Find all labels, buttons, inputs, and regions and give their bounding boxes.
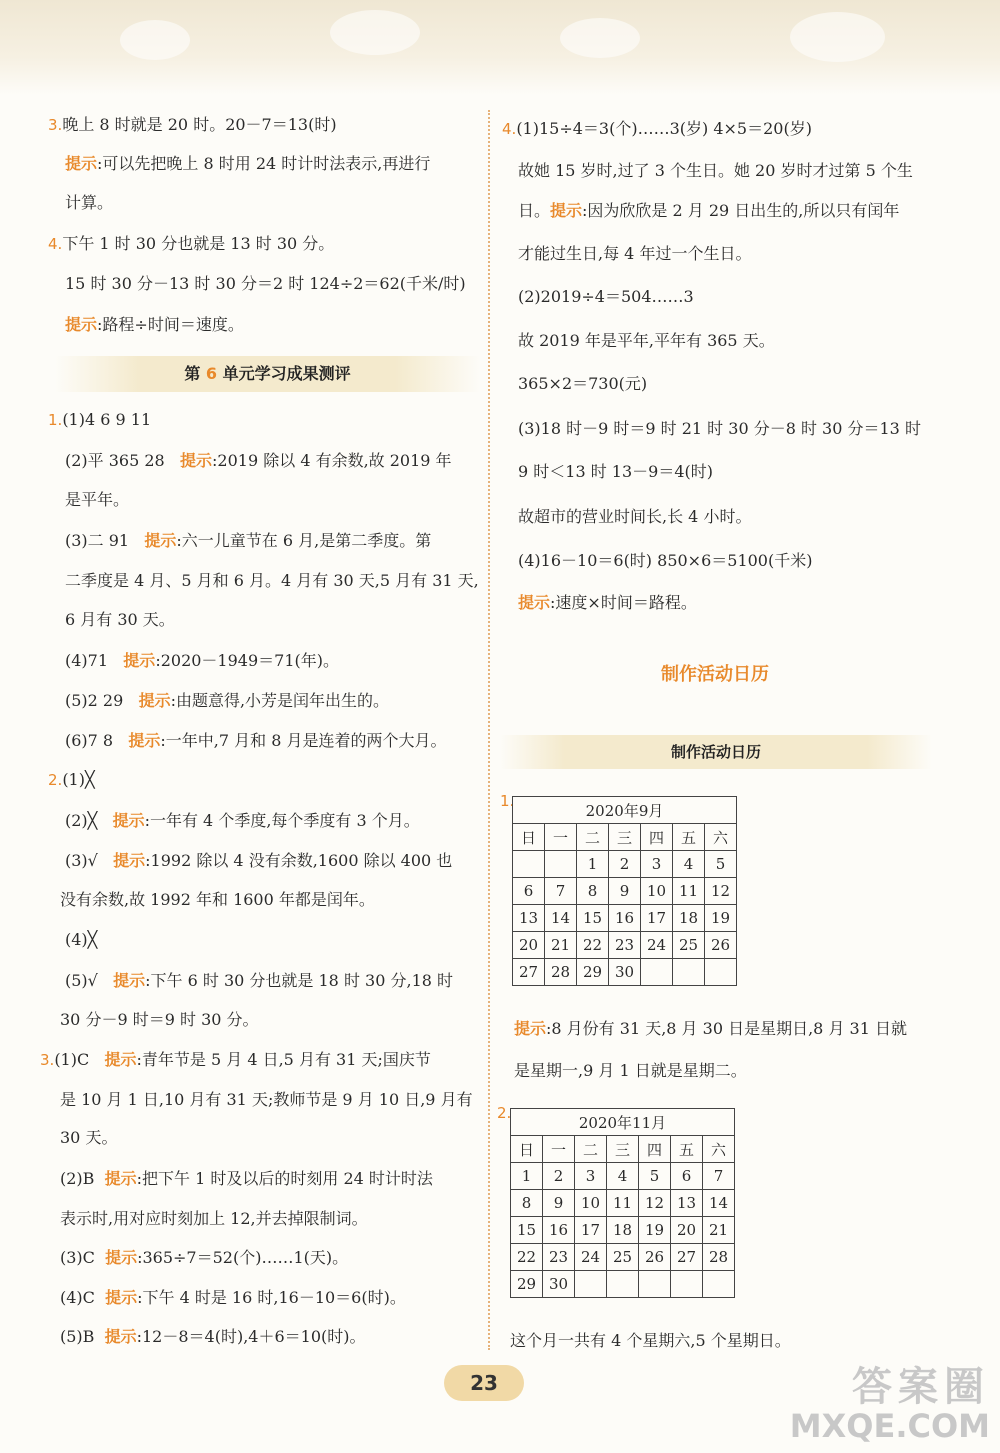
day-cell: 23 bbox=[543, 1244, 575, 1271]
weekday-cell: 二 bbox=[577, 824, 609, 851]
day-cell: 5 bbox=[639, 1163, 671, 1190]
answer-4-line10: 故超市的营业时间长,长 4 小时。 bbox=[518, 507, 752, 526]
day-cell bbox=[671, 1271, 703, 1298]
activity-section-bar: 制作活动日历 bbox=[500, 735, 932, 769]
test-1-1: 1.(1)4 6 9 11 bbox=[48, 410, 152, 429]
weekday-cell: 四 bbox=[641, 824, 673, 851]
day-cell: 12 bbox=[639, 1190, 671, 1217]
day-cell: 17 bbox=[575, 1217, 607, 1244]
day-cell: 9 bbox=[543, 1190, 575, 1217]
calendar-2-note: 这个月一共有 4 个星期六,5 个星期日。 bbox=[510, 1331, 791, 1350]
weekday-cell: 六 bbox=[705, 824, 737, 851]
test-1-3: (3)二 91 提示:六一儿童节在 6 月,是第二季度。第 bbox=[65, 531, 432, 550]
test-3-1-cont2: 30 天。 bbox=[60, 1128, 118, 1147]
day-cell bbox=[545, 851, 577, 878]
calendar-1-number: 1. bbox=[500, 792, 515, 810]
day-cell: 26 bbox=[639, 1244, 671, 1271]
weekday-cell: 三 bbox=[609, 824, 641, 851]
answer-4-hint: 提示:速度×时间＝路程。 bbox=[518, 593, 697, 612]
answer-4: 4.下午 1 时 30 分也就是 13 时 30 分。 bbox=[48, 234, 335, 253]
day-cell: 24 bbox=[641, 932, 673, 959]
day-cell: 20 bbox=[513, 932, 545, 959]
day-cell: 8 bbox=[577, 878, 609, 905]
day-cell: 12 bbox=[705, 878, 737, 905]
answer-4-calc: 15 时 30 分－13 时 30 分＝2 时 124÷2＝62(千米/时) bbox=[65, 274, 466, 293]
day-cell: 14 bbox=[545, 905, 577, 932]
test-3-2-cont: 表示时,用对应时刻加上 12,并去掉限制词。 bbox=[60, 1209, 368, 1228]
test-2-5-cont: 30 分－9 时＝9 时 30 分。 bbox=[60, 1010, 259, 1029]
day-cell: 15 bbox=[577, 905, 609, 932]
day-cell: 19 bbox=[705, 905, 737, 932]
activity-heading: 制作活动日历 bbox=[661, 664, 769, 685]
weekday-cell: 四 bbox=[639, 1136, 671, 1163]
day-cell: 10 bbox=[641, 878, 673, 905]
day-cell: 27 bbox=[671, 1244, 703, 1271]
day-cell: 13 bbox=[671, 1190, 703, 1217]
day-cell: 25 bbox=[673, 932, 705, 959]
test-1-5: (5)2 29 提示:由题意得,小芳是闰年出生的。 bbox=[65, 691, 390, 710]
calendar-1-hint: 提示:8 月份有 31 天,8 月 30 日是星期日,8 月 31 日就 bbox=[514, 1019, 907, 1038]
day-cell: 4 bbox=[673, 851, 705, 878]
answer-4-line4: 才能过生日,每 4 年过一个生日。 bbox=[518, 244, 752, 263]
test-1-2-cont: 是平年。 bbox=[65, 490, 130, 509]
test-3-3: (3)C 提示:365÷7＝52(个)……1(天)。 bbox=[60, 1248, 349, 1267]
weekday-cell: 五 bbox=[673, 824, 705, 851]
answer-4-line6: 故 2019 年是平年,平年有 365 天。 bbox=[518, 331, 775, 350]
day-cell: 14 bbox=[703, 1190, 735, 1217]
day-cell: 19 bbox=[639, 1217, 671, 1244]
day-cell: 21 bbox=[545, 932, 577, 959]
day-cell: 24 bbox=[575, 1244, 607, 1271]
test-1-6: (6)7 8 提示:一年中,7 月和 8 月是连着的两个大月。 bbox=[65, 731, 447, 750]
day-cell: 29 bbox=[511, 1271, 543, 1298]
day-cell: 28 bbox=[545, 959, 577, 986]
day-cell: 25 bbox=[607, 1244, 639, 1271]
day-cell: 3 bbox=[575, 1163, 607, 1190]
test-2-2: (2)╳ 提示:一年有 4 个季度,每个季度有 3 个月。 bbox=[65, 811, 420, 830]
day-cell: 16 bbox=[543, 1217, 575, 1244]
day-cell: 17 bbox=[641, 905, 673, 932]
day-cell bbox=[607, 1271, 639, 1298]
day-cell: 18 bbox=[607, 1217, 639, 1244]
day-cell: 4 bbox=[607, 1163, 639, 1190]
answer-3-hint: 提示:可以先把晚上 8 时用 24 时计时法表示,再进行 bbox=[65, 154, 431, 173]
calendar-sept-2020 bbox=[512, 796, 737, 986]
answer-4-line8: (3)18 时－9 时＝9 时 21 时 30 分－8 时 30 分＝13 时 bbox=[518, 419, 921, 438]
day-cell: 22 bbox=[511, 1244, 543, 1271]
weekday-cell: 一 bbox=[545, 824, 577, 851]
day-cell bbox=[673, 959, 705, 986]
test-1-4: (4)71 提示:2020－1949＝71(年)。 bbox=[65, 651, 339, 670]
day-cell: 23 bbox=[609, 932, 641, 959]
test-1-3-cont1: 二季度是 4 月、5 月和 6 月。4 月有 30 天,5 月有 31 天, bbox=[65, 571, 479, 590]
day-cell: 7 bbox=[703, 1163, 735, 1190]
answer-3: 3.晚上 8 时就是 20 时。20－7＝13(时) bbox=[48, 115, 337, 134]
test-1-3-cont2: 6 月有 30 天。 bbox=[65, 610, 175, 629]
test-2-1: 2.(1)╳ bbox=[48, 770, 95, 789]
day-cell: 5 bbox=[705, 851, 737, 878]
day-cell: 29 bbox=[577, 959, 609, 986]
test-1-2: (2)平 365 28 提示:2019 除以 4 有余数,故 2019 年 bbox=[65, 451, 452, 470]
test-2-3: (3)√ 提示:1992 除以 4 没有余数,1600 除以 400 也 bbox=[65, 851, 453, 870]
calendar-2-number: 2. bbox=[497, 1104, 512, 1122]
section-title-unit6: 第 6 单元学习成果测评 bbox=[55, 356, 480, 392]
day-cell bbox=[575, 1271, 607, 1298]
day-cell: 2 bbox=[543, 1163, 575, 1190]
header-decoration bbox=[0, 0, 1000, 95]
test-3-1-cont1: 是 10 月 1 日,10 月有 31 天;教师节是 9 月 10 日,9 月有 bbox=[60, 1090, 473, 1109]
calendar-1-hint-cont: 是星期一,9 月 1 日就是星期二。 bbox=[514, 1061, 747, 1080]
answer-4-line2: 故她 15 岁时,过了 3 个生日。她 20 岁时才过第 5 个生 bbox=[518, 161, 913, 180]
day-cell: 30 bbox=[543, 1271, 575, 1298]
test-3-5: (5)B 提示:12－8＝4(时),4＋6＝10(时)。 bbox=[60, 1327, 366, 1346]
answer-3-hint-cont: 计算。 bbox=[65, 193, 114, 212]
answer-4-line7: 365×2＝730(元) bbox=[518, 374, 648, 393]
day-cell: 18 bbox=[673, 905, 705, 932]
day-cell: 11 bbox=[673, 878, 705, 905]
day-cell: 16 bbox=[609, 905, 641, 932]
day-cell: 6 bbox=[671, 1163, 703, 1190]
day-cell: 26 bbox=[705, 932, 737, 959]
day-cell: 7 bbox=[545, 878, 577, 905]
day-cell: 20 bbox=[671, 1217, 703, 1244]
day-cell: 9 bbox=[609, 878, 641, 905]
answer-4-line9: 9 时＜13 时 13－9＝4(时) bbox=[518, 462, 714, 481]
weekday-cell: 一 bbox=[543, 1136, 575, 1163]
calendar-nov-2020 bbox=[510, 1108, 735, 1298]
day-cell: 13 bbox=[513, 905, 545, 932]
calendar-title: 2020年9月 bbox=[513, 797, 737, 824]
day-cell: 21 bbox=[703, 1217, 735, 1244]
watermark-url: MXQE.COM bbox=[789, 1407, 990, 1445]
weekday-cell: 二 bbox=[575, 1136, 607, 1163]
weekday-cell: 日 bbox=[513, 824, 545, 851]
watermark-logo-text: 答案圈 bbox=[852, 1364, 990, 1410]
day-cell bbox=[641, 959, 673, 986]
test-3-4: (4)C 提示:下午 4 时是 16 时,16－10＝6(时)。 bbox=[60, 1288, 406, 1307]
day-cell: 1 bbox=[511, 1163, 543, 1190]
test-2-4: (4)╳ bbox=[65, 930, 98, 949]
weekday-cell: 三 bbox=[607, 1136, 639, 1163]
day-cell: 27 bbox=[513, 959, 545, 986]
day-cell: 3 bbox=[641, 851, 673, 878]
day-cell bbox=[703, 1271, 735, 1298]
weekday-cell: 日 bbox=[511, 1136, 543, 1163]
day-cell: 22 bbox=[577, 932, 609, 959]
test-2-3-cont: 没有余数,故 1992 年和 1600 年都是闰年。 bbox=[60, 890, 375, 909]
test-3-1: 3.(1)C 提示:青年节是 5 月 4 日,5 月有 31 天;国庆节 bbox=[40, 1050, 431, 1069]
day-cell: 28 bbox=[703, 1244, 735, 1271]
day-cell: 6 bbox=[513, 878, 545, 905]
page-number: 23 bbox=[444, 1365, 524, 1401]
answer-4-line5: (2)2019÷4＝504……3 bbox=[518, 287, 694, 306]
day-cell: 1 bbox=[577, 851, 609, 878]
day-cell: 15 bbox=[511, 1217, 543, 1244]
answer-4-line11: (4)16－10＝6(时) 850×6＝5100(千米) bbox=[518, 551, 813, 570]
day-cell bbox=[513, 851, 545, 878]
answer-4-hint: 提示:路程÷时间＝速度。 bbox=[65, 315, 244, 334]
day-cell bbox=[639, 1271, 671, 1298]
test-2-5: (5)√ 提示:下午 6 时 30 分也就是 18 时 30 分,18 时 bbox=[65, 971, 454, 990]
weekday-cell: 五 bbox=[671, 1136, 703, 1163]
answer-4-line3: 日。提示:因为欣欣是 2 月 29 日出生的,所以只有闰年 bbox=[518, 201, 900, 220]
weekday-cell: 六 bbox=[703, 1136, 735, 1163]
day-cell: 10 bbox=[575, 1190, 607, 1217]
test-3-2: (2)B 提示:把下午 1 时及以后的时刻用 24 时计时法 bbox=[60, 1169, 433, 1188]
site-watermark bbox=[790, 1365, 990, 1443]
day-cell: 8 bbox=[511, 1190, 543, 1217]
column-divider bbox=[488, 110, 490, 1350]
day-cell: 11 bbox=[607, 1190, 639, 1217]
calendar-title: 2020年11月 bbox=[511, 1109, 735, 1136]
answer-4-right: 4.(1)15÷4＝3(个)……3(岁) 4×5＝20(岁) bbox=[502, 119, 812, 138]
day-cell bbox=[705, 959, 737, 986]
day-cell: 30 bbox=[609, 959, 641, 986]
day-cell: 2 bbox=[609, 851, 641, 878]
